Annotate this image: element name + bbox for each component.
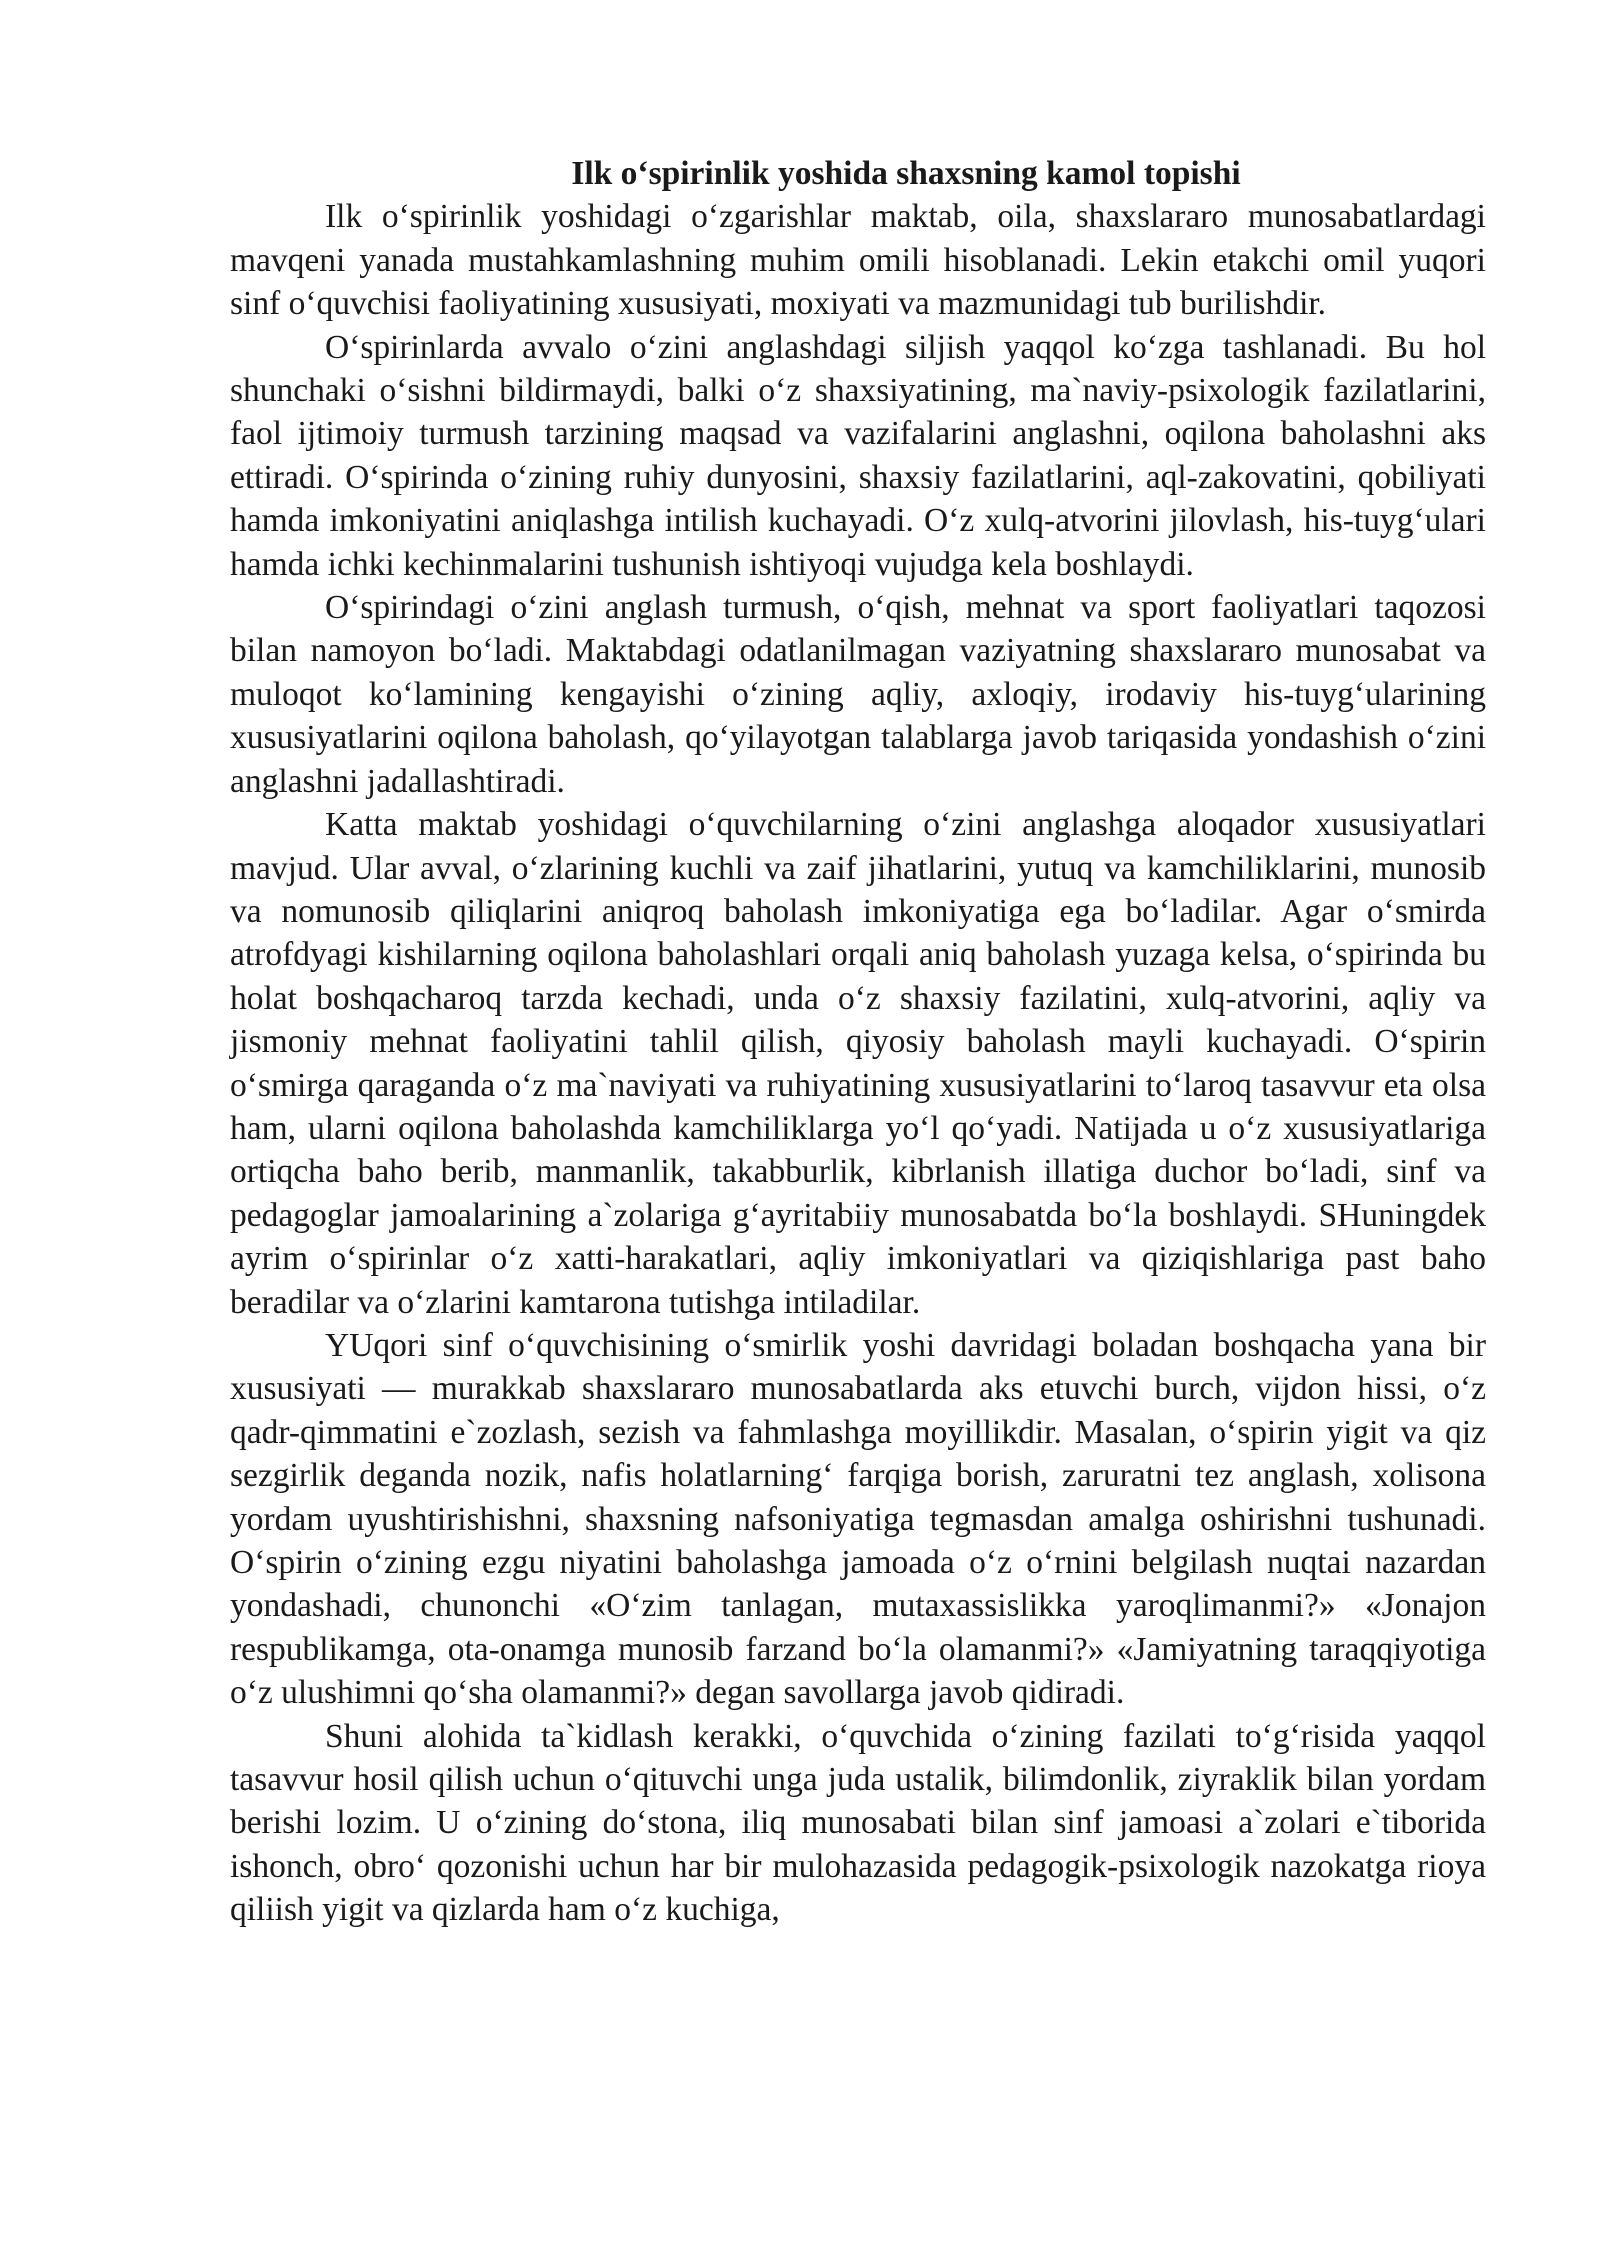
paragraph-4: Katta maktab yoshidagi o‘quvchilarning o‘zini anglashga aloqador xususiyatlari mavjud. Ular avval, o‘zlarining kuchli va zaif jihatlarini, yutuq va kamchiliklarini, munosib va nomunosib qiliqlarini aniqroq baholash imkoniyatiga ega bo‘ladilar. Agar o‘smirda atrofdyagi kishilarning oqilona baholashlari orqali aniq baholash yuzaga kelsa, o‘spirinda bu holat boshqacharoq tarzda kechadi, unda o‘z shaxsiy fazilatini, xulq-atvorini, aqliy va jismoniy mehnat faoliyatini tahlil qilish, qiyosiy baholash mayli kuchayadi. O‘spirin o‘smirga qaraganda o‘z ma`naviyati va ruhiyatining xususiyatlarini to‘laroq tasavvur eta olsa ham, ularni oqilona baholashda kamchiliklarga yo‘l qo‘yadi. Natijada u o‘z xususiyatlariga ortiqcha baho berib, manmanlik, takabburlik, kibrlanish illatiga duchor bo‘ladi, sinf va pedagoglar jamoalarining a`zolariga g‘ayritabiiy munosabatda bo‘la boshlaydi. SHuningdek ayrim o‘spirinlar o‘z xatti-harakatlari, aqliy imkoniyatlari va qiziqishlariga past baho beradilar va o‘zlarini kamtarona tutishga intiladilar. <box>230 806 1486 1321</box>
paragraph-1: Ilk o‘spirinlik yoshidagi o‘zgarishlar maktab, oila, shaxslararo munosabatlardagi mavqeni yanada mustahkamlashning muhim omili hisoblanadi. Lekin etakchi omil yuqori sinf o‘quvchisi faoliyatining xususiyati, moxiyati va mazmunidagi tub burilishdir. <box>230 198 1486 323</box>
document-title: Ilk o‘spirinlik yoshida shaxsning kamol topishi <box>571 155 1241 192</box>
paragraph-2: O‘spirinlarda avvalo o‘zini anglashdagi siljish yaqqol ko‘zga tashlanadi. Bu hol shunchaki o‘sishni bildirmaydi, balki o‘z shaxsiyatining, ma`naviy-psixologik fazilatlarini, faol ijtimoiy turmush tarzining maqsad va vazifalarini anglashni, oqilona baholashni aks ettiradi. O‘spirinda o‘zining ruhiy dunyosini, shaxsiy fazilatlarini, aql-zakovatini, qobiliyati hamda imkoniyatini aniqlashga intilish kuchayadi. O‘z xulq-atvorini jilovlash, his-tuyg‘ulari hamda ichki kechinmalarini tushunish ishtiyoqi vujudga kela boshlaydi. <box>230 328 1486 583</box>
document-body <box>230 152 1486 1932</box>
paragraph-5: YUqori sinf o‘quvchisining o‘smirlik yoshi davridagi boladan boshqacha yana bir xususiyati — murakkab shaxslararo munosabatlarda aks etuvchi burch, vijdon hissi, o‘z qadr-qimmatini e`zozlash, sezish va fahmlashga moyillikdir. Masalan, o‘spirin yigit va qiz sezgirlik deganda nozik, nafis holatlarning‘ farqiga borish, zaruratni tez anglash, xolisona yordam uyushtirishishni, shaxsning nafsoniyatiga tegmasdan amalga oshirishni tushunadi. O‘spirin o‘zining ezgu niyatini baholashga jamoada o‘z o‘rnini belgilash nuqtai nazardan yondashadi, chunonchi «O‘zim tanlagan, mutaxassislikka yaroqlimanmi?» «Jonajon respublikamga, ota-onamga munosib farzand bo‘la olamanmi?» «Jamiyatning taraqqiyotiga o‘z ulushimni qo‘sha olamanmi?» degan savollarga javob qidiradi. <box>230 1326 1486 1712</box>
paragraph-6: Shuni alohida ta`kidlash kerakki, o‘quvchida o‘zining fazilati to‘g‘risida yaqqol tasavvur hosil qilish uchun o‘qituvchi unga juda ustalik, bilimdonlik, ziyraklik bilan yordam berishi lozim. U o‘zining do‘stona, iliq munosabati bilan sinf jamoasi a`zolari e`tiborida ishonch, obro‘ qozonishi uchun har bir mulohazasida pedagogik-psixologik nazokatga rioya qiliish yigit va qizlarda ham o‘z kuchiga, <box>230 1717 1486 1929</box>
paragraph-3: O‘spirindagi o‘zini anglash turmush, o‘qish, mehnat va sport faoliyatlari taqozosi bilan namoyon bo‘ladi. Maktabdagi odatlanilmagan vaziyatning shaxslararo munosabat va muloqot ko‘lamining kengayishi o‘zining aqliy, axloqiy, irodaviy his-tuyg‘ularining xususiyatlarini oqilona baholash, qo‘yilayotgan talablarga javob tariqasida yondashish o‘zini anglashni jadallashtiradi. <box>230 589 1486 800</box>
